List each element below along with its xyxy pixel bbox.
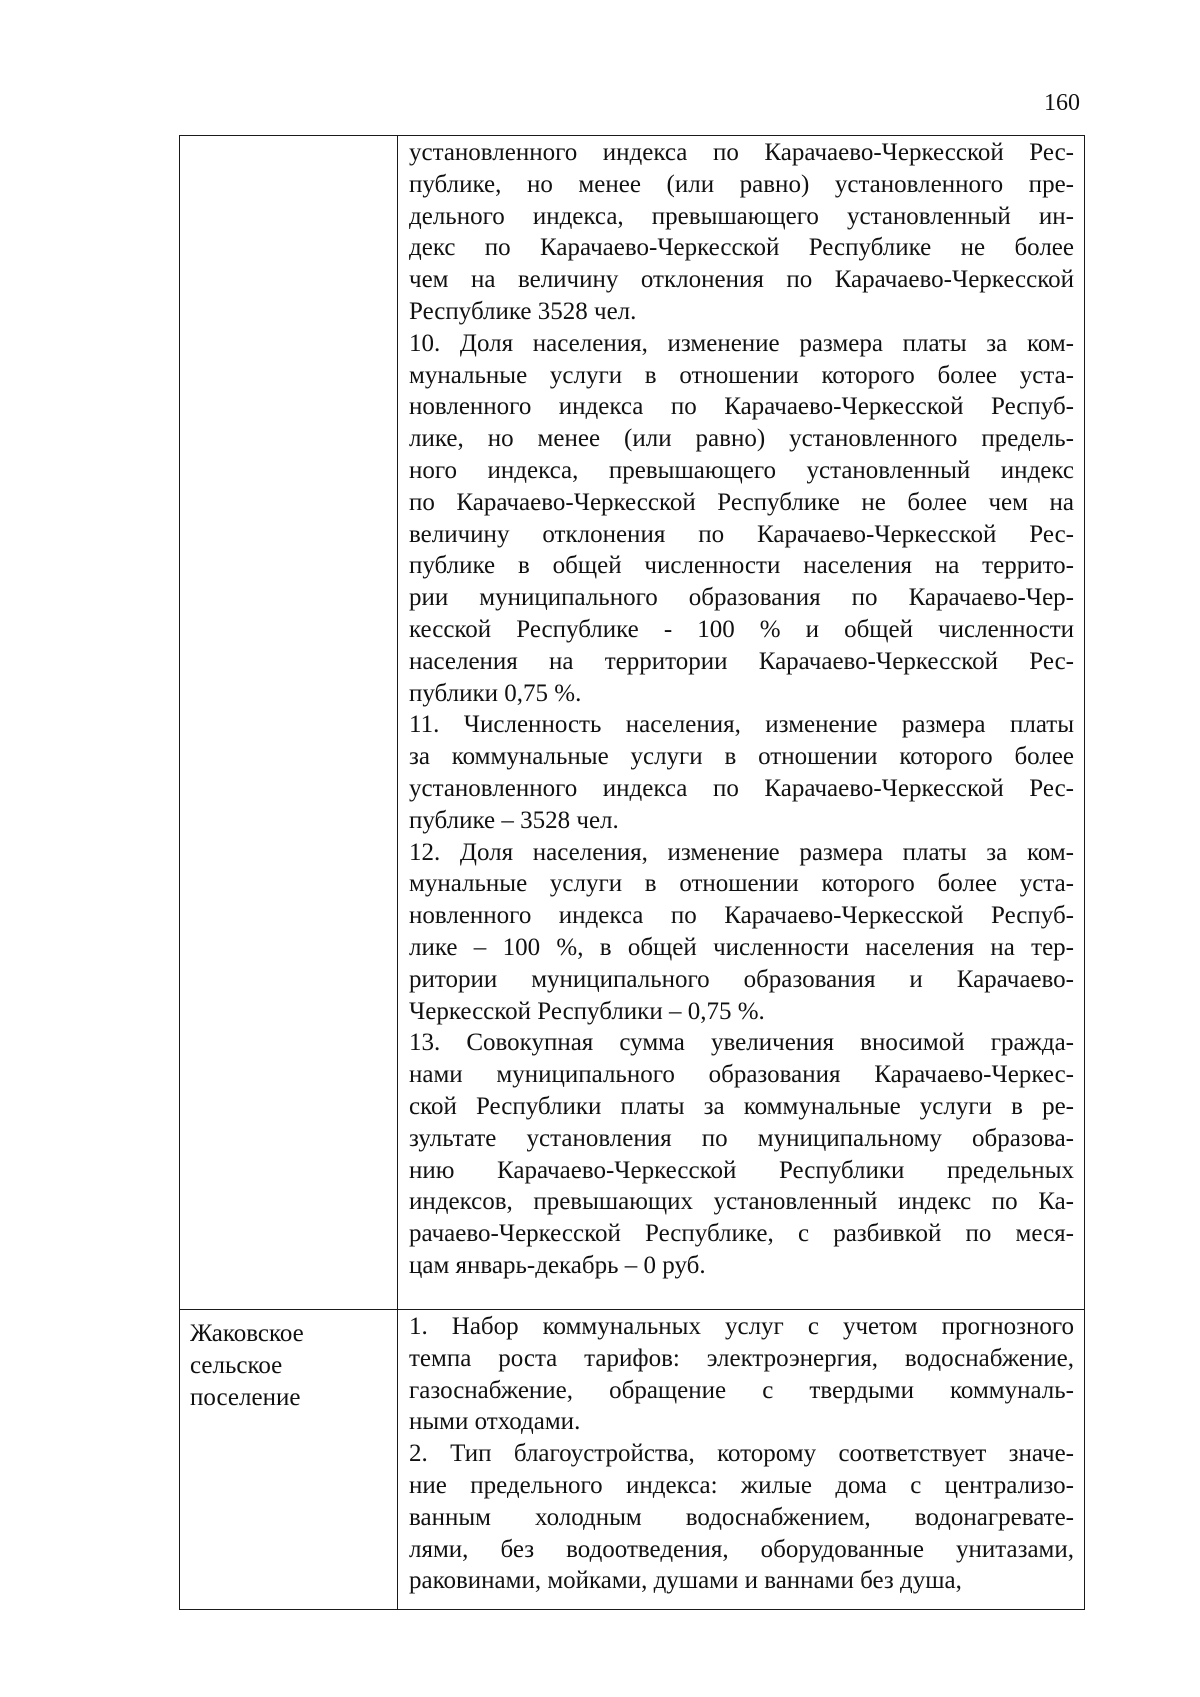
paragraph-line: индексов, превышающих установленный индекс по Ка- xyxy=(409,1188,1074,1216)
paragraph-line: 13. Совокупная сумма увеличения вносимой гражда- xyxy=(409,1029,1074,1057)
paragraph-line: рачаево-Черкесской Республике, с разбивкой по меся- xyxy=(409,1220,1074,1248)
paragraph-line: 2. Тип благоустройства, которому соответствует значе- xyxy=(409,1440,1074,1468)
paragraph-line: величину отклонения по Карачаево-Черкесской Рес- xyxy=(409,520,1074,548)
page-number: 160 xyxy=(1044,90,1080,116)
paragraph-line: ритории муниципального образования и Карачаево- xyxy=(409,965,1074,993)
paragraph-line: ванным холодным водоснабжением, водонагревате- xyxy=(409,1503,1074,1531)
municipality-name-cell xyxy=(180,1310,398,1610)
paragraph-line: газоснабжение, обращение с твердыми коммуналь- xyxy=(409,1376,1074,1404)
municipality-indicators-table xyxy=(179,135,1085,1610)
paragraph-line: публике в общей численности населения на террито- xyxy=(409,552,1074,580)
paragraph-line: новленного индекса по Карачаево-Черкесской Респуб- xyxy=(409,902,1074,930)
paragraph-line: Республике 3528 чел. xyxy=(409,297,637,325)
paragraph-line: ской Республики платы за коммунальные услуги в ре- xyxy=(409,1092,1074,1120)
paragraph-line: дельного индекса, превышающего установленный ин- xyxy=(409,202,1074,230)
paragraph-line: 11. Численность населения, изменение размера платы xyxy=(409,711,1074,739)
paragraph-line: рии муниципального образования по Карачаево-Чер- xyxy=(409,584,1074,612)
paragraph-line: новленного индекса по Карачаево-Черкесской Респуб- xyxy=(409,393,1074,421)
paragraph-line: лями, без водоотведения, оборудованные унитазами, xyxy=(409,1535,1074,1563)
paragraph-line: населения на территории Карачаево-Черкесской Рес- xyxy=(409,647,1074,675)
paragraph-line: раковинами, мойками, душами и ваннами без душа, xyxy=(409,1567,962,1595)
paragraph-line: ние предельного индекса: жилые дома с централизо- xyxy=(409,1471,1074,1499)
paragraph-line: установленного индекса по Карачаево-Черкесской Рес- xyxy=(409,139,1074,166)
paragraph-line: по Карачаево-Черкесской Республике не более чем на xyxy=(409,488,1074,516)
indicators-text-cell xyxy=(398,1310,1085,1610)
paragraph-line: публике, но менее (или равно) установленного пре- xyxy=(409,170,1074,198)
paragraph-line: нами муниципального образования Карачаево-Черкес- xyxy=(409,1061,1074,1089)
paragraph-line: мунальные услуги в отношении которого более уста- xyxy=(409,361,1074,389)
paragraph-line: 1. Набор коммунальных услуг с учетом прогнозного xyxy=(409,1313,1074,1340)
paragraph-line: Черкесской Республики – 0,75 %. xyxy=(409,997,765,1025)
paragraph-line: 10. Доля населения, изменение размера платы за ком- xyxy=(409,329,1074,357)
paragraph-line: публики 0,75 %. xyxy=(409,679,582,707)
paragraph-line: мунальные услуги в отношении которого более уста- xyxy=(409,870,1074,898)
municipality-name-line: сельское xyxy=(190,1351,283,1379)
municipality-name-cell xyxy=(180,136,398,1310)
paragraph-line: темпа роста тарифов: электроэнергия, водоснабжение, xyxy=(409,1344,1074,1372)
paragraph-line: кесской Республике - 100 % и общей численности xyxy=(409,615,1074,643)
paragraph-line: публике – 3528 чел. xyxy=(409,806,619,834)
indicators-text-cell xyxy=(398,136,1085,1310)
paragraph-line: декс по Карачаево-Черкесской Республике не более xyxy=(409,234,1074,262)
municipality-name-line: Жаковское xyxy=(190,1320,304,1347)
paragraph-line: ного индекса, превышающего установленный индекс xyxy=(409,456,1074,484)
paragraph-line: ными отходами. xyxy=(409,1408,581,1436)
municipality-name-line: поселение xyxy=(190,1383,301,1411)
table-row-continuation xyxy=(180,136,1085,1310)
paragraph-line: лике, но менее (или равно) установленного предель- xyxy=(409,425,1074,453)
paragraph-line: цам январь-декабрь – 0 руб. xyxy=(409,1251,706,1279)
paragraph-line: нию Карачаево-Черкесской Республики предельных xyxy=(409,1156,1074,1184)
table-row-zhakovskoe xyxy=(180,1310,1085,1610)
paragraph-line: лике – 100 %, в общей численности населения на тер- xyxy=(409,933,1074,961)
paragraph-line: за коммунальные услуги в отношении которого более xyxy=(409,743,1074,771)
paragraph-line: установленного индекса по Карачаево-Черкесской Рес- xyxy=(409,774,1074,802)
paragraph-line: 12. Доля населения, изменение размера платы за ком- xyxy=(409,838,1074,866)
paragraph-line: чем на величину отклонения по Карачаево-Черкесской xyxy=(409,266,1074,294)
paragraph-line: зультате установления по муниципальному образова- xyxy=(409,1124,1074,1152)
